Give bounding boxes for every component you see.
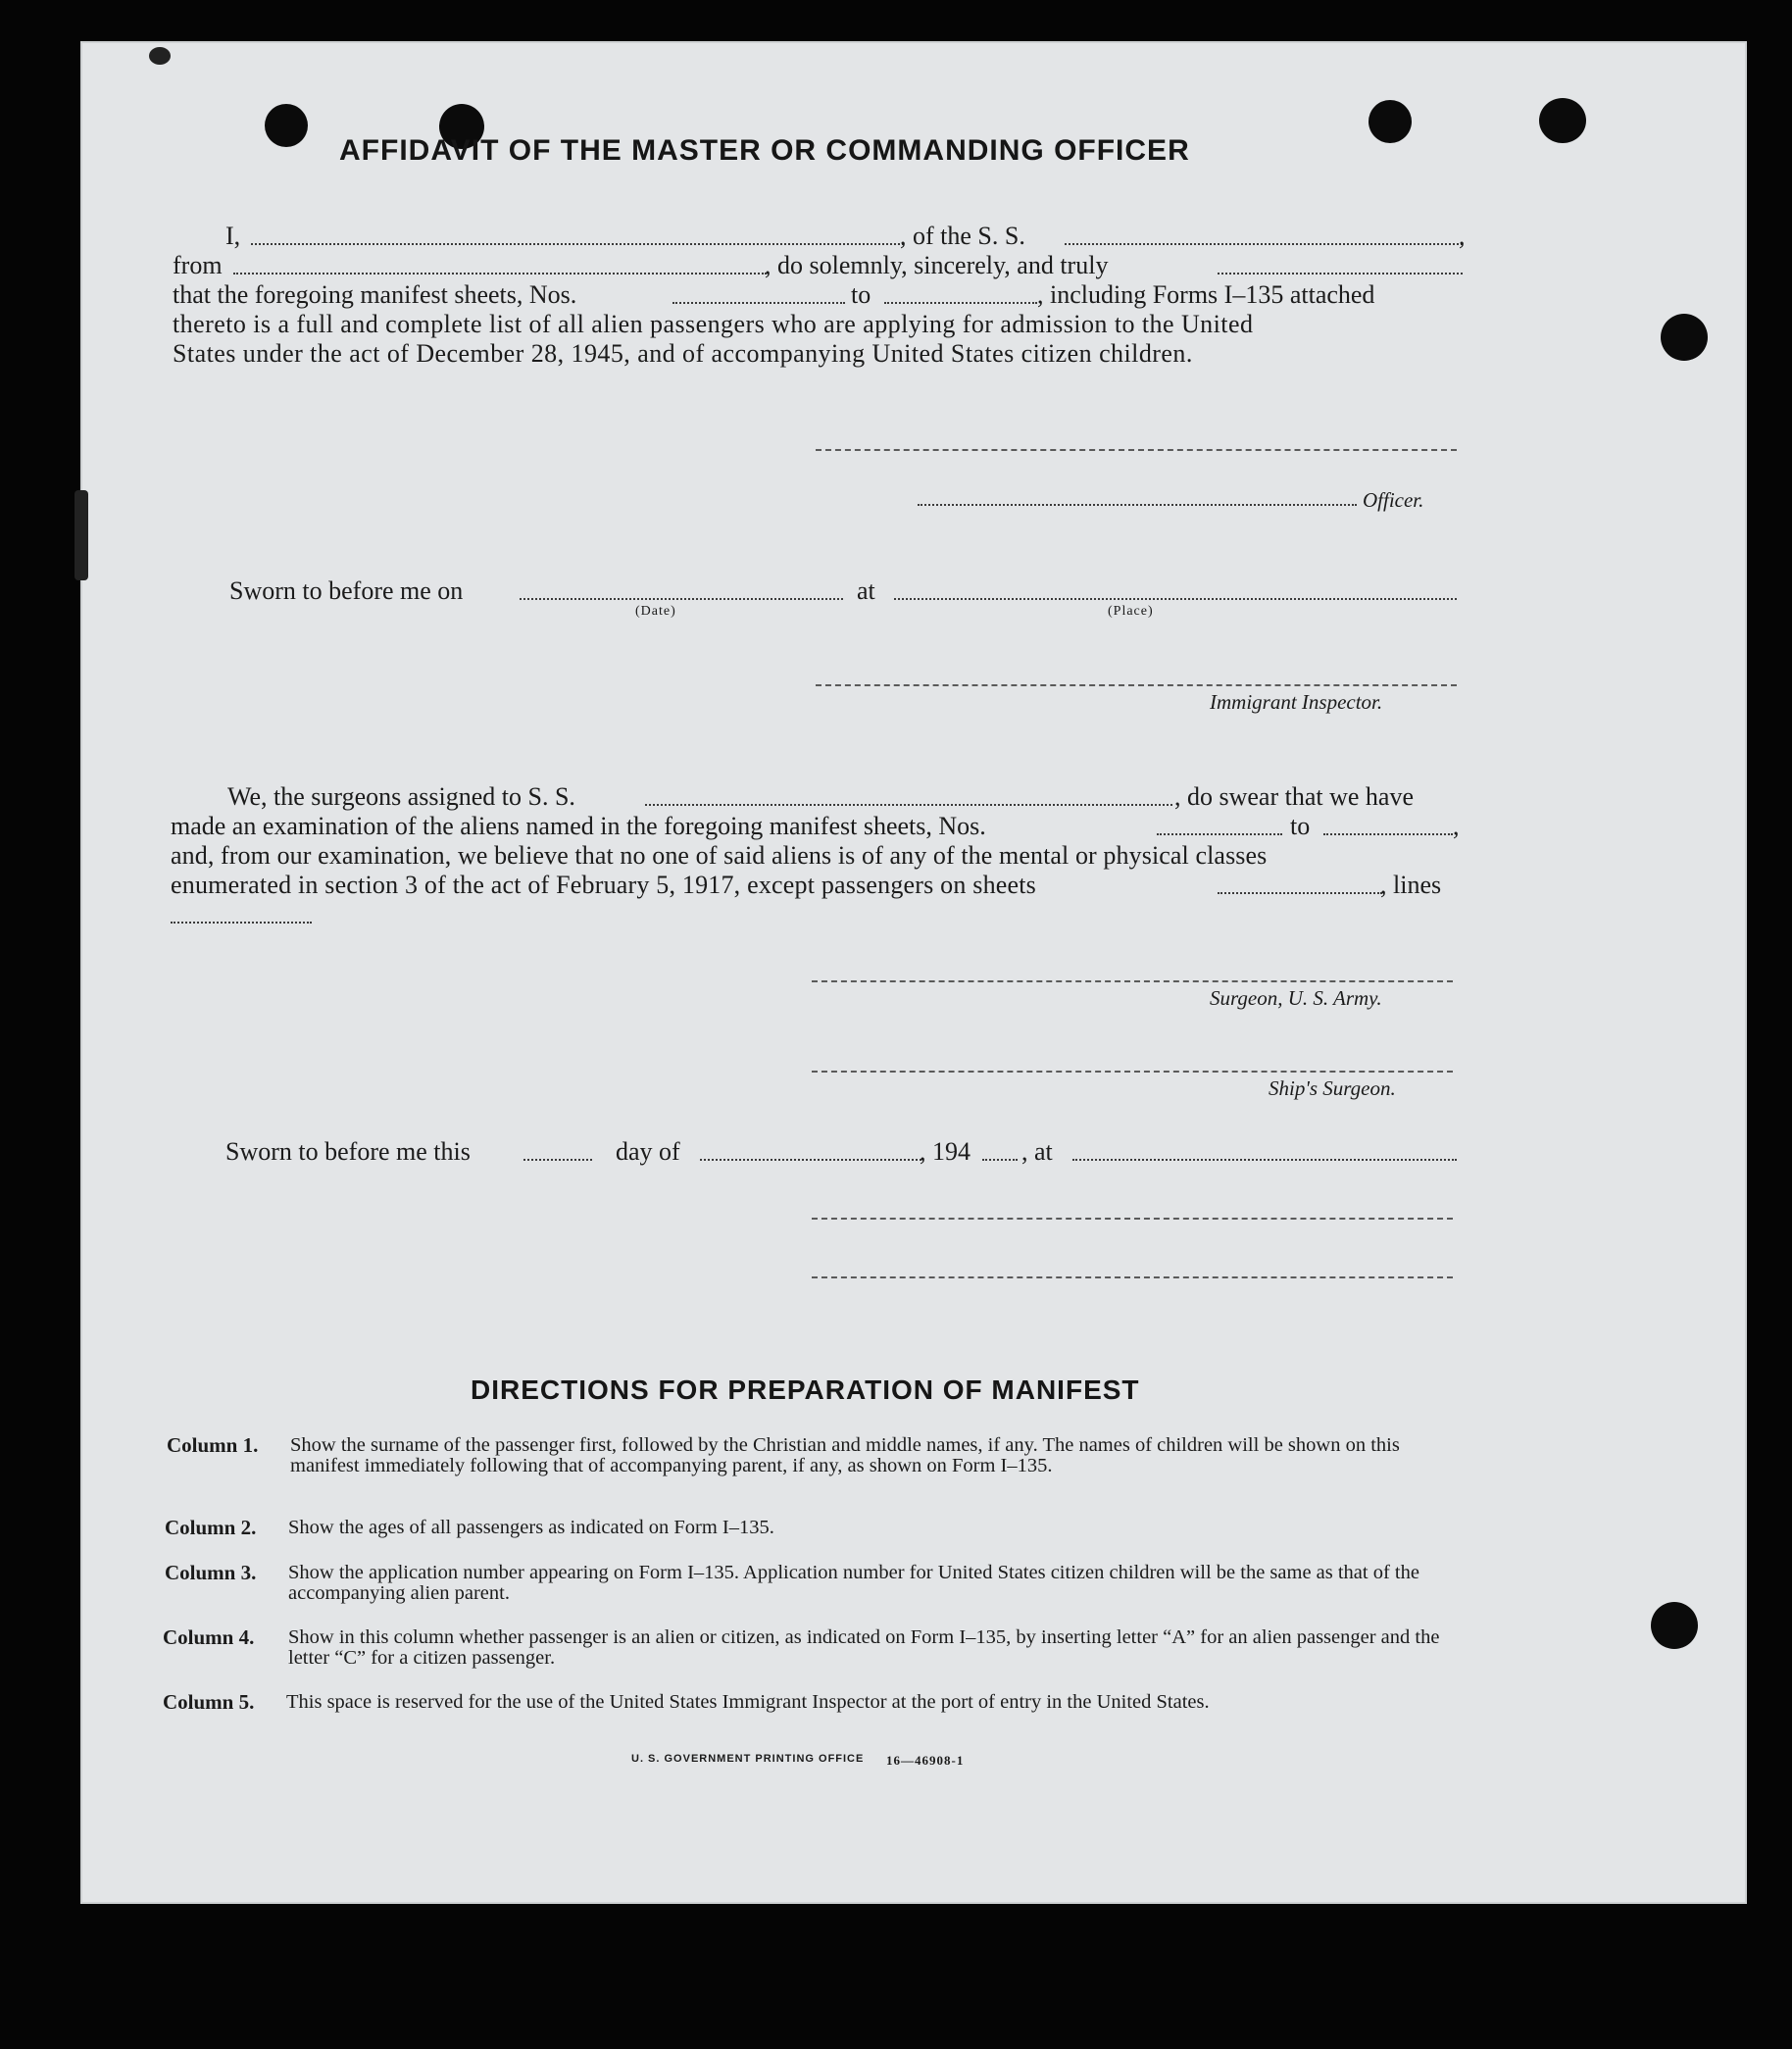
blank-from-port[interactable] [233, 273, 767, 275]
blank-except-sheets[interactable] [1218, 892, 1382, 894]
affidavit-text: States under the act of December 28, 1945, and of accompanying United States citizen children. [173, 339, 1193, 368]
date-caption: (Date) [635, 604, 676, 619]
surgeons-text: enumerated in section 3 of the act of February 5, 1917, except passengers on sheets [171, 871, 1036, 899]
blank-sworn-year[interactable] [982, 1159, 1018, 1161]
signature-line-officer[interactable] [816, 449, 1457, 451]
surgeons-text: and, from our examination, we believe that no one of said aliens is of any of the mental or physical classes [171, 841, 1268, 870]
signature-line-ship-surgeon[interactable] [812, 1071, 1453, 1073]
sworn-text: day of [616, 1137, 680, 1166]
signature-line-inspector[interactable] [816, 684, 1457, 686]
blank-sworn-date[interactable] [520, 598, 843, 600]
column-label: Column 2. [165, 1516, 257, 1539]
column-instruction: This space is reserved for the use of the United States Immigrant Inspector at the port of entry in the United States. [286, 1691, 1210, 1713]
sworn-text: Sworn to before me on [229, 576, 464, 605]
punch-hole [1651, 1602, 1698, 1649]
affidavit-title: AFFIDAVIT OF THE MASTER OR COMMANDING OFFICER [339, 134, 1190, 167]
printer-imprint: U. S. GOVERNMENT PRINTING OFFICE [631, 1753, 865, 1765]
blank-sworn-place[interactable] [894, 598, 1457, 600]
place-caption: (Place) [1108, 604, 1154, 619]
affidavit-text: , [1459, 222, 1466, 250]
blank-sheets-from[interactable] [672, 302, 845, 304]
document-page [80, 41, 1747, 1904]
blank-ship-name[interactable] [1065, 243, 1463, 245]
blank-master-name[interactable] [251, 243, 904, 245]
blank-swear-extra[interactable] [1218, 273, 1463, 275]
blank-sworn-month[interactable] [700, 1159, 921, 1161]
affidavit-text: , do solemnly, sincerely, and truly [765, 251, 1109, 279]
column-instruction: Show the application number appearing on Form I–135. Application number for United States citizen children will be the same as that of the accompanying alien parent. [288, 1562, 1419, 1604]
paper-damage [149, 47, 171, 65]
affidavit-text: from [173, 251, 223, 279]
affidavit-text: to [851, 280, 871, 309]
blank-surgeon-ship[interactable] [645, 804, 1172, 806]
punch-hole [265, 104, 308, 147]
column-label: Column 5. [163, 1690, 255, 1714]
surgeons-text: , lines [1380, 871, 1442, 899]
directions-title: DIRECTIONS FOR PREPARATION OF MANIFEST [471, 1374, 1140, 1405]
signature-line-official[interactable] [812, 1218, 1453, 1220]
sworn-text: , at [1021, 1137, 1053, 1166]
punch-hole [1539, 98, 1586, 143]
blank-surgeon-sheets-from[interactable] [1157, 833, 1282, 835]
signature-line-army-surgeon[interactable] [812, 980, 1453, 982]
column-instruction: Show the surname of the passenger first, followed by the Christian and middle names, if any. The names of children will be shown on this manifest immediately following that of accompanying parent, if any, as shown on Form I–135. [290, 1434, 1400, 1476]
paper-damage [75, 490, 88, 580]
surgeons-text: We, the surgeons assigned to S. S. [227, 782, 575, 811]
affidavit-text: that the foregoing manifest sheets, Nos. [173, 280, 577, 309]
sworn-text: Sworn to before me this [225, 1137, 471, 1166]
blank-sworn-day[interactable] [523, 1159, 592, 1161]
sworn-text: at [857, 576, 875, 605]
ship-surgeon-label: Ship's Surgeon. [1269, 1076, 1396, 1100]
affidavit-text: thereto is a full and complete list of all alien passengers who are applying for admission to the United [173, 310, 1254, 338]
inspector-label: Immigrant Inspector. [1210, 690, 1383, 714]
officer-label: Officer. [1363, 488, 1424, 512]
column-label: Column 1. [167, 1433, 259, 1457]
blank-except-lines[interactable] [171, 922, 312, 924]
punch-hole [1369, 100, 1412, 143]
blank-surgeon-sheets-to[interactable] [1323, 833, 1453, 835]
army-surgeon-label: Surgeon, U. S. Army. [1210, 986, 1382, 1010]
sworn-text: , 194 [920, 1137, 971, 1166]
column-instruction: Show in this column whether passenger is an alien or citizen, as indicated on Form I–135, by inserting letter “A” for an alien passenger and the letter “C” for a citizen passenger. [288, 1626, 1440, 1669]
surgeons-text: , [1453, 812, 1460, 840]
column-label: Column 3. [165, 1561, 257, 1584]
signature-line-official-title[interactable] [812, 1276, 1453, 1278]
affidavit-text: I, [225, 222, 241, 250]
surgeons-text: , do swear that we have [1174, 782, 1415, 811]
surgeons-text: made an examination of the aliens named in the foregoing manifest sheets, Nos. [171, 812, 986, 840]
blank-officer-title[interactable] [918, 504, 1357, 506]
column-label: Column 4. [163, 1625, 255, 1649]
column-instruction: Show the ages of all passengers as indicated on Form I–135. [288, 1517, 774, 1538]
surgeons-text: to [1290, 812, 1311, 840]
blank-sheets-to[interactable] [884, 302, 1037, 304]
affidavit-text: , of the S. S. [900, 222, 1025, 250]
affidavit-text: , including Forms I–135 attached [1037, 280, 1375, 309]
punch-hole [1661, 314, 1708, 361]
blank-sworn2-place[interactable] [1072, 1159, 1457, 1161]
form-number: 16—46908-1 [886, 1753, 965, 1768]
